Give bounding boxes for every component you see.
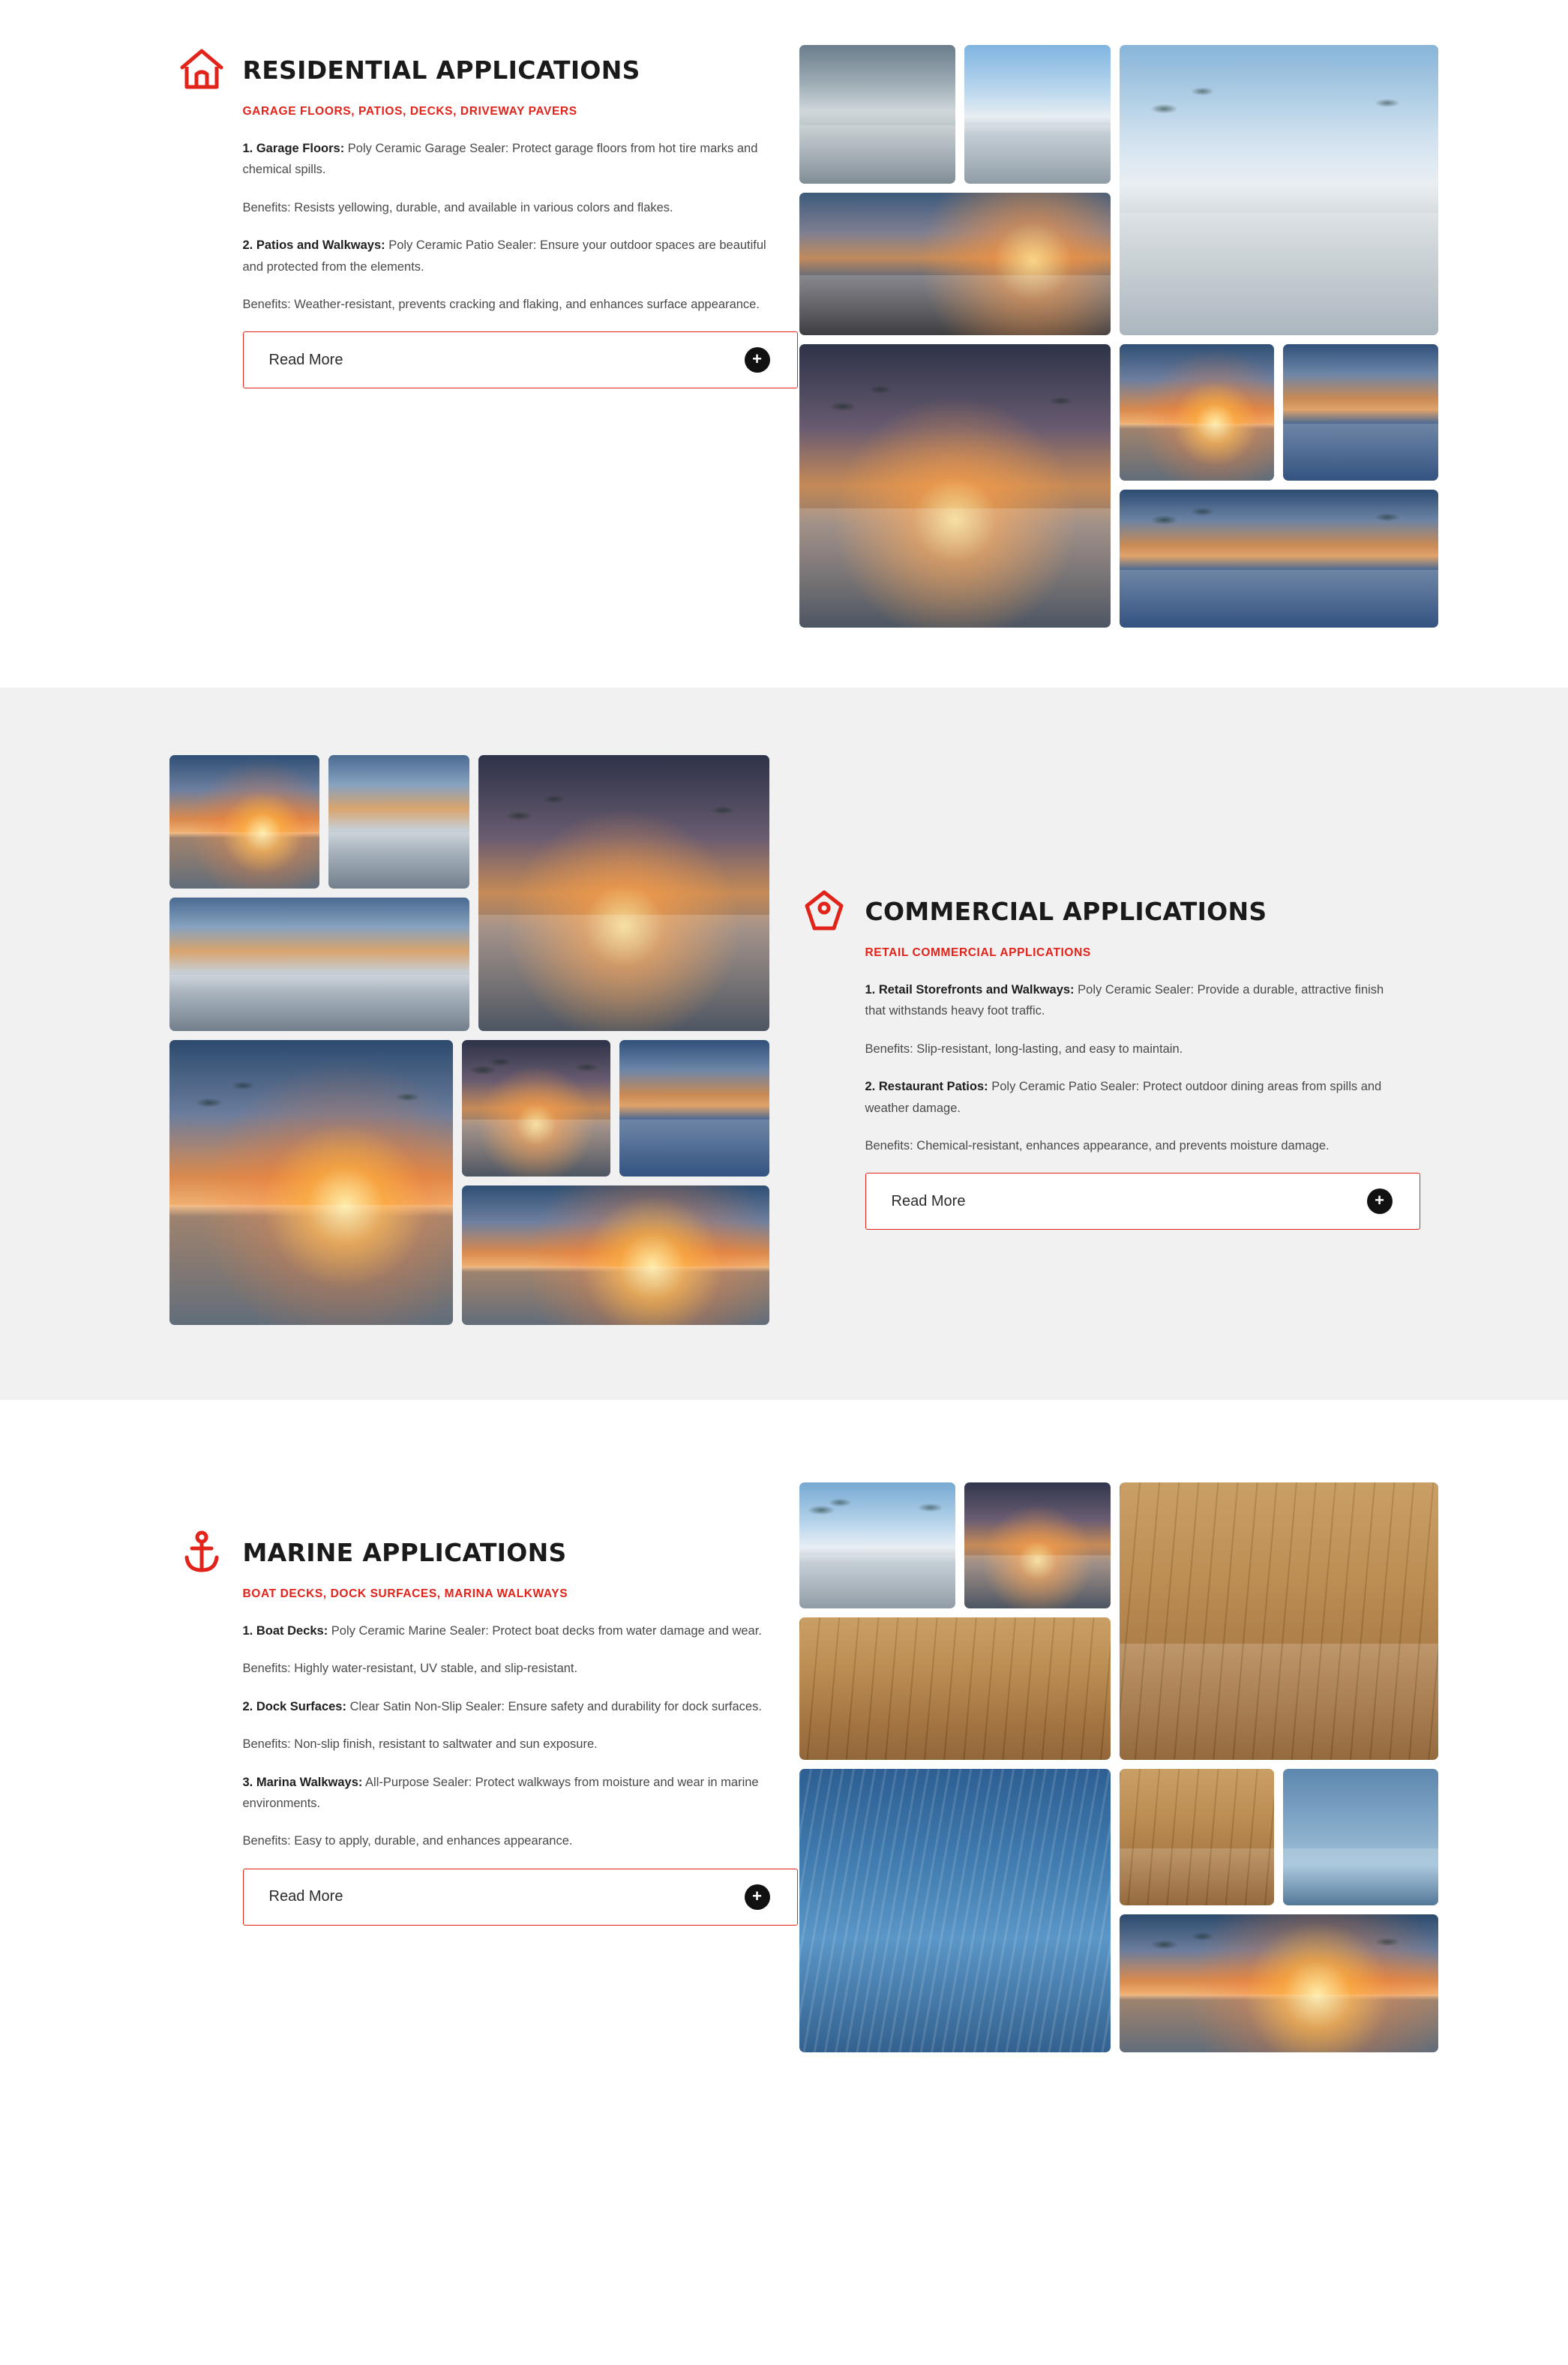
paragraph-text: Poly Ceramic Garage Sealer: Protect garage floors from hot tire marks and chemical spills.	[242, 142, 758, 177]
paragraph-text: Clear Satin Non-Slip Sealer: Ensure safety and durability for dock surfaces.	[346, 1699, 762, 1713]
modern-villa-driveway-image	[1120, 45, 1438, 335]
dock-walkway-dusk-image	[964, 1482, 1111, 1608]
poolside-sunset-image	[1283, 344, 1438, 481]
plus-icon[interactable]: +	[745, 1884, 770, 1910]
marine-heading	[109, 1527, 769, 1577]
read-more-button-commercial[interactable]	[865, 1173, 1420, 1230]
commercial-subtitle: RETAIL COMMERCIAL APPLICATIONS	[865, 946, 1091, 959]
villa-driveway-dusk-image	[799, 344, 1111, 628]
boat-deck-rail-image	[1283, 1769, 1438, 1905]
paragraph-text: Benefits: Easy to apply, durable, and enhances appearance.	[242, 1834, 573, 1848]
marine-body	[109, 1620, 769, 1926]
residential-heading	[109, 45, 769, 94]
paragraph-text: Poly Ceramic Marine Sealer: Protect boat decks from water damage and wear.	[328, 1624, 762, 1638]
commercial-gallery	[109, 755, 769, 1325]
paragraph-lead: 2. Restaurant Patios:	[865, 1080, 988, 1094]
commercial-heading	[799, 886, 1459, 936]
section-marine	[0, 1400, 1568, 2135]
page-title: RESIDENTIAL APPLICATIONS	[242, 55, 640, 85]
paragraph	[865, 1076, 1390, 1119]
paragraph-text: Benefits: Weather-resistant, prevents cracking and flaking, and enhances surface appearance.	[242, 297, 760, 311]
paragraph-text: All-Purpose Sealer: Protect walkways from moisture and wear in marine environments.	[242, 1775, 759, 1810]
covered-walkway-image	[964, 45, 1111, 184]
paragraph	[243, 1696, 768, 1717]
page-title: MARINE APPLICATIONS	[242, 1537, 567, 1567]
tag-icon	[799, 886, 849, 936]
stainless-rail-water-image	[799, 1769, 1111, 2052]
page-title: COMMERCIAL APPLICATIONS	[865, 896, 1267, 926]
pool-terrace-sunset-image	[619, 1040, 769, 1177]
paragraph	[865, 979, 1390, 1022]
marine-gallery	[799, 1482, 1459, 2052]
paragraph-lead: 1. Retail Storefronts and Walkways:	[865, 983, 1075, 997]
boat-deck-palms-image	[799, 1482, 955, 1608]
teak-deck-pool-image	[1120, 1769, 1274, 1905]
paragraph-text: Benefits: Chemical-resistant, enhances appearance, and prevents moisture damage.	[865, 1138, 1330, 1153]
paragraph-text: Benefits: Non-slip finish, resistant to saltwater and sun exposure.	[242, 1737, 598, 1752]
walkway-palms-sunset-image	[462, 1040, 610, 1177]
paragraph	[243, 1772, 768, 1815]
storefront-glass-sunset-image	[462, 1185, 769, 1325]
yacht-deck-marina-image	[1120, 1482, 1438, 1760]
plus-icon[interactable]: +	[745, 347, 770, 373]
residential-subtitle: GARAGE FLOORS, PATIOS, DECKS, DRIVEWAY PAVERS	[242, 105, 577, 118]
paragraph	[243, 1658, 768, 1679]
marine-text-column	[109, 1482, 769, 1926]
garage-door-sunset-image	[1120, 344, 1274, 481]
commercial-text-column	[799, 755, 1459, 1230]
paragraph-text: Benefits: Resists yellowing, durable, and available in various colors and flakes.	[242, 200, 673, 214]
residential-text-column	[109, 45, 769, 388]
residential-body	[109, 138, 769, 388]
paragraph-text: Poly Ceramic Patio Sealer: Ensure your outdoor spaces are beautiful and protected from the elements.	[242, 238, 766, 274]
section-residential	[0, 0, 1568, 688]
plus-icon[interactable]: +	[1367, 1188, 1393, 1214]
paragraph	[865, 1135, 1390, 1156]
paragraph	[243, 138, 768, 181]
paragraph-text: Benefits: Highly water-resistant, UV stable, and slip-resistant.	[242, 1662, 578, 1676]
paragraph	[865, 1039, 1390, 1060]
retail-plaza-palms-image	[478, 755, 769, 1031]
read-more-button-marine[interactable]	[243, 1869, 798, 1926]
commercial-body	[799, 979, 1459, 1230]
paragraph	[243, 197, 768, 218]
read-more-label: Read More	[268, 351, 343, 368]
paragraph-lead: 2. Dock Surfaces:	[242, 1699, 346, 1713]
boardwalk-sunset-image	[169, 755, 319, 889]
paragraph-lead: 2. Patios and Walkways:	[242, 238, 385, 253]
paragraph-lead: 1. Garage Floors:	[242, 142, 345, 155]
grill-sunset-patio-image	[799, 193, 1111, 335]
paragraph	[243, 1620, 768, 1641]
paragraph-text: Poly Ceramic Sealer: Provide a durable, attractive finish that withstands heavy foot traffic.	[865, 983, 1384, 1018]
city-street-dusk-image	[169, 898, 469, 1031]
house-icon	[177, 45, 226, 94]
section-commercial	[0, 688, 1568, 1400]
storefront-reflection-image	[328, 755, 469, 889]
covered-patio-lounge-image	[799, 45, 955, 184]
marina-walkway-sunset-image	[1120, 1914, 1438, 2052]
paragraph	[243, 1734, 768, 1755]
read-more-button-residential[interactable]	[243, 331, 798, 388]
paragraph-text: Poly Ceramic Patio Sealer: Protect outdoor dining areas from spills and weather damage.	[865, 1080, 1382, 1115]
marina-storefront-sunset-image	[169, 1040, 453, 1325]
read-more-label: Read More	[891, 1192, 966, 1209]
anchor-icon	[177, 1527, 226, 1577]
read-more-label: Read More	[268, 1888, 343, 1905]
paragraph-text: Benefits: Slip-resistant, long-lasting, and easy to maintain.	[865, 1042, 1183, 1056]
paragraph	[243, 1830, 768, 1851]
paragraph-lead: 3. Marina Walkways:	[242, 1775, 363, 1789]
infinity-pool-sunset-image	[1120, 490, 1438, 628]
paragraph-lead: 1. Boat Decks:	[242, 1624, 328, 1638]
residential-gallery	[799, 45, 1459, 628]
water-beading-wood-image	[799, 1617, 1111, 1760]
marine-subtitle: BOAT DECKS, DOCK SURFACES, MARINA WALKWAYS	[242, 1587, 568, 1600]
paragraph	[243, 235, 768, 277]
paragraph	[243, 294, 768, 315]
